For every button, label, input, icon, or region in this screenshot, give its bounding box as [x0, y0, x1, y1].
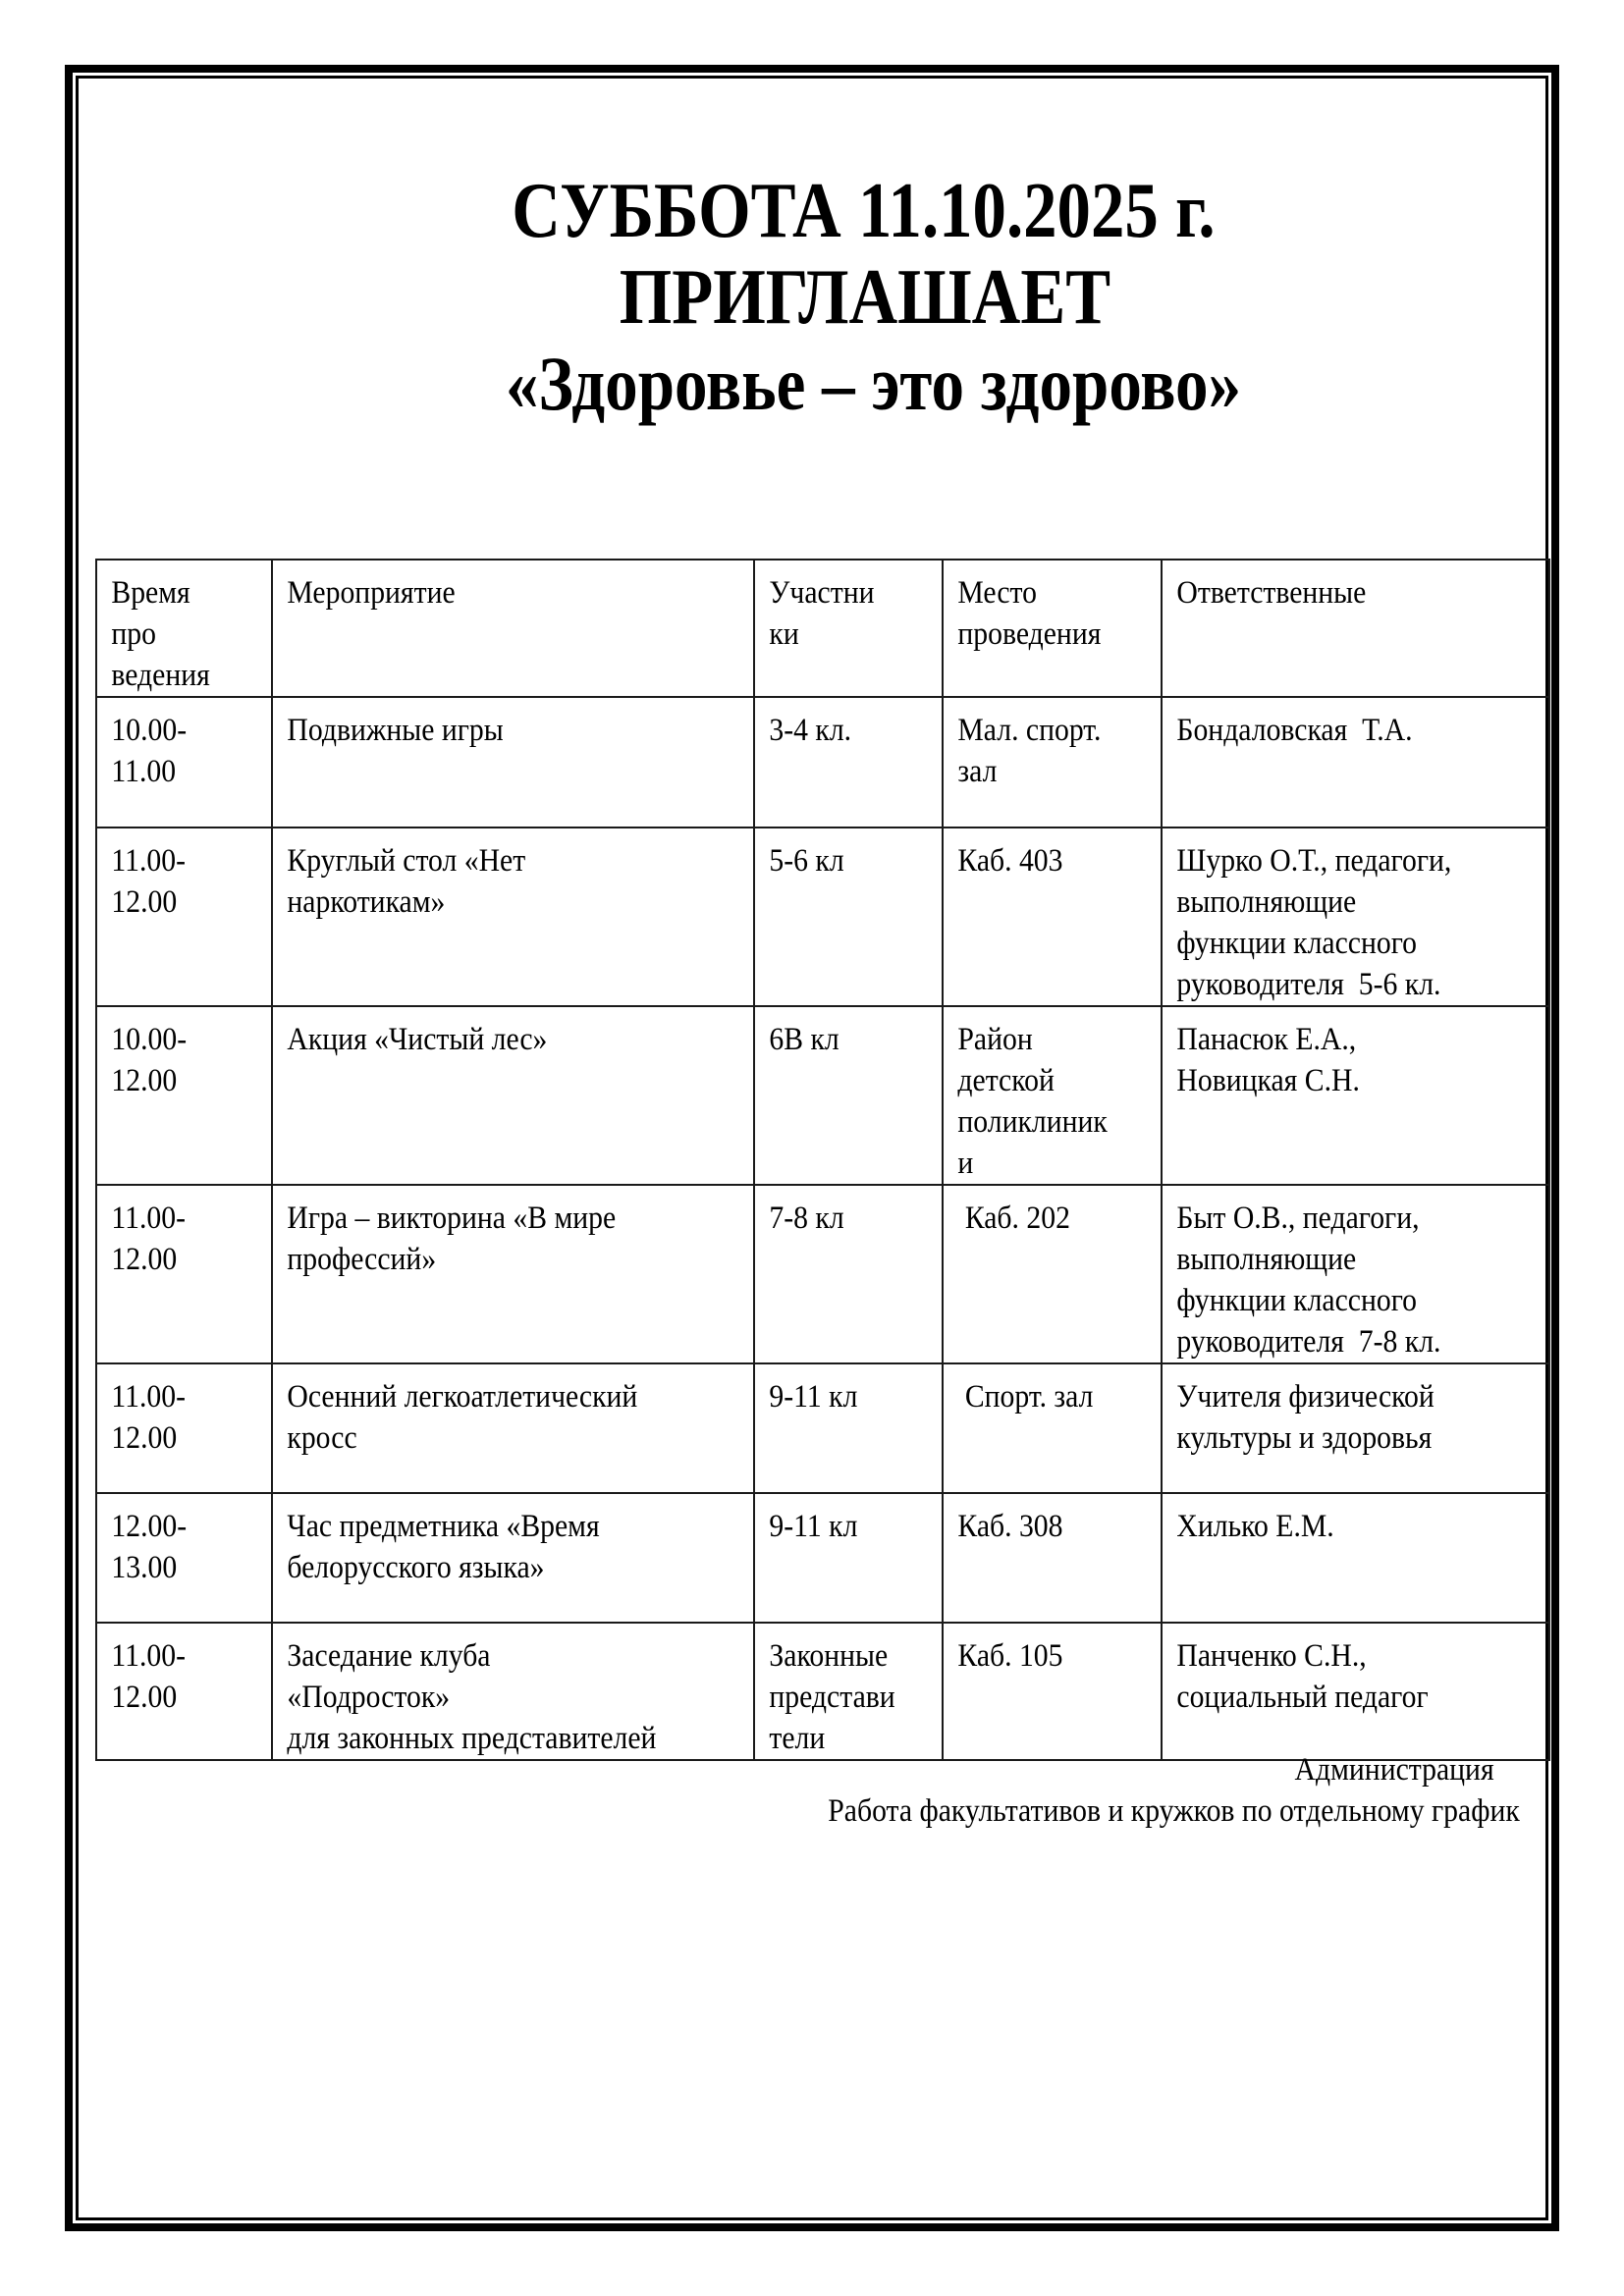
cell-place: [943, 1185, 1162, 1363]
cell-text-line: 11.00-: [111, 1638, 187, 1674]
cell-responsible: [1162, 1623, 1549, 1760]
cell-text-line: Бондаловская Т.А.: [1176, 713, 1413, 748]
cell-text-line: Мал. спорт.: [957, 713, 1102, 748]
title-date: [76, 167, 1548, 255]
cell-time: [96, 828, 272, 1006]
schedule-table: [95, 559, 1550, 1761]
cell-text-line: 6В кл: [769, 1022, 839, 1057]
cell-place: [943, 1623, 1162, 1760]
cell-text-line: 12.00: [111, 1420, 178, 1456]
table-row: [96, 1363, 1549, 1493]
footer-note: Работа факультативов и кружков по отдельному график: [828, 1793, 1520, 1829]
cell-text-line: Учителя физической: [1176, 1379, 1435, 1415]
cell-text-line: ки: [769, 616, 799, 652]
cell-text-line: для законных представителей: [287, 1721, 657, 1756]
cell-event: [272, 1493, 754, 1623]
title-event-name: [76, 340, 1548, 428]
cell-text-line: руководителя 5-6 кл.: [1176, 967, 1441, 1002]
cell-text-line: 7-8 кл: [769, 1201, 844, 1236]
cell-text-line: выполняющие: [1176, 1242, 1357, 1277]
cell-event: [272, 1623, 754, 1760]
cell-text-line: 12.00: [111, 884, 178, 920]
cell-time: [96, 1363, 272, 1493]
cell-responsible: [1162, 1006, 1549, 1185]
header-cell-place: [943, 560, 1162, 697]
cell-participants: [754, 1623, 943, 1760]
cell-time: [96, 1493, 272, 1623]
cell-text-line: Каб. 105: [957, 1638, 1063, 1674]
cell-text-line: представи: [769, 1680, 895, 1715]
cell-place: [943, 1006, 1162, 1185]
title-invites: [76, 253, 1548, 342]
cell-responsible: [1162, 1363, 1549, 1493]
cell-event: [272, 1006, 754, 1185]
cell-time: [96, 1623, 272, 1760]
cell-text-line: Новицкая С.Н.: [1176, 1063, 1360, 1098]
cell-event: [272, 1363, 754, 1493]
cell-text-line: Круглый стол «Нет: [287, 843, 526, 879]
cell-responsible: [1162, 697, 1549, 828]
cell-responsible: [1162, 1185, 1549, 1363]
cell-text-line: Час предметника «Время: [287, 1509, 600, 1544]
cell-participants: [754, 1493, 943, 1623]
cell-time: [96, 1185, 272, 1363]
cell-place: [943, 1363, 1162, 1493]
cell-participants: [754, 697, 943, 828]
cell-participants: [754, 1006, 943, 1185]
table-row: [96, 1185, 1549, 1363]
title-date-text: СУББОТА 11.10.2025 г.: [511, 168, 1216, 254]
cell-text-line: 9-11 кл: [769, 1509, 858, 1544]
header-cell-participants: [754, 560, 943, 697]
cell-text-line: и: [957, 1146, 974, 1181]
cell-text-line: 5-6 кл: [769, 843, 844, 879]
cell-text-line: Панченко С.Н.,: [1176, 1638, 1367, 1674]
cell-participants: [754, 828, 943, 1006]
cell-event: [272, 1185, 754, 1363]
cell-text-line: 11.00-: [111, 1201, 187, 1236]
cell-participants: [754, 1185, 943, 1363]
cell-text-line: выполняющие: [1176, 884, 1357, 920]
cell-text-line: Место: [957, 575, 1037, 611]
footer-signature: Администрация: [1294, 1752, 1494, 1788]
cell-text-line: Спорт. зал: [957, 1379, 1094, 1415]
cell-text-line: функции классного: [1176, 926, 1418, 961]
cell-place: [943, 1493, 1162, 1623]
cell-text-line: 10.00-: [111, 713, 188, 748]
cell-text-line: кросс: [287, 1420, 357, 1456]
cell-text-line: Заседание клуба: [287, 1638, 491, 1674]
cell-text-line: Законные: [769, 1638, 889, 1674]
cell-text-line: функции классного: [1176, 1283, 1418, 1318]
header-cell-time: [96, 560, 272, 697]
cell-text-line: проведения: [957, 616, 1102, 652]
cell-text-line: Каб. 308: [957, 1509, 1063, 1544]
cell-text-line: Игра – викторина «В мире: [287, 1201, 617, 1236]
table-row: [96, 1623, 1549, 1760]
cell-text-line: руководителя 7-8 кл.: [1176, 1324, 1441, 1360]
cell-text-line: 3-4 кл.: [769, 713, 852, 748]
cell-text-line: ведения: [111, 658, 210, 693]
cell-text-line: наркотикам»: [287, 884, 446, 920]
cell-text-line: 11.00: [111, 754, 177, 789]
cell-text-line: поликлиник: [957, 1104, 1108, 1140]
cell-time: [96, 697, 272, 828]
cell-text-line: Хилько Е.М.: [1176, 1509, 1334, 1544]
cell-responsible: [1162, 1493, 1549, 1623]
cell-text-line: Акция «Чистый лес»: [287, 1022, 548, 1057]
cell-text-line: социальный педагог: [1176, 1680, 1429, 1715]
header-cell-responsible: [1162, 560, 1549, 697]
table-row: [96, 697, 1549, 828]
cell-text-line: белорусского языка»: [287, 1550, 545, 1585]
cell-text-line: «Подросток»: [287, 1680, 451, 1715]
cell-text-line: культуры и здоровья: [1176, 1420, 1433, 1456]
cell-participants: [754, 1363, 943, 1493]
cell-text-line: про: [111, 616, 157, 652]
cell-text-line: Каб. 202: [957, 1201, 1070, 1236]
cell-text-line: Осенний легкоатлетический: [287, 1379, 638, 1415]
cell-text-line: 11.00-: [111, 843, 187, 879]
cell-time: [96, 1006, 272, 1185]
cell-text-line: Подвижные игры: [287, 713, 504, 748]
cell-text-line: Время: [111, 575, 190, 611]
table-row: [96, 828, 1549, 1006]
title-invites-text: ПРИГЛАШАЕТ: [619, 254, 1111, 341]
cell-text-line: 12.00: [111, 1680, 178, 1715]
cell-text-line: Район: [957, 1022, 1033, 1057]
cell-text-line: 11.00-: [111, 1379, 187, 1415]
table-header-row: [96, 560, 1549, 697]
cell-text-line: Быт О.В., педагоги,: [1176, 1201, 1420, 1236]
cell-responsible: [1162, 828, 1549, 1006]
cell-text-line: Панасюк Е.А.,: [1176, 1022, 1357, 1057]
cell-text-line: зал: [957, 754, 998, 789]
cell-text-line: Каб. 403: [957, 843, 1063, 879]
header-cell-event: [272, 560, 754, 697]
cell-text-line: профессий»: [287, 1242, 437, 1277]
table-row: [96, 1006, 1549, 1185]
cell-text-line: 12.00: [111, 1063, 178, 1098]
cell-event: [272, 697, 754, 828]
cell-text-line: Шурко О.Т., педагоги,: [1176, 843, 1452, 879]
cell-place: [943, 697, 1162, 828]
cell-text-line: Мероприятие: [287, 575, 456, 611]
cell-event: [272, 828, 754, 1006]
cell-text-line: 13.00: [111, 1550, 178, 1585]
cell-text-line: Ответственные: [1176, 575, 1367, 611]
cell-text-line: Участни: [769, 575, 875, 611]
table-row: [96, 1493, 1549, 1623]
cell-text-line: 12.00-: [111, 1509, 188, 1544]
title-event-name-text: «Здоровье – это здорово»: [506, 341, 1242, 426]
cell-text-line: 9-11 кл: [769, 1379, 858, 1415]
cell-text-line: детской: [957, 1063, 1055, 1098]
cell-text-line: тели: [769, 1721, 826, 1756]
cell-text-line: 12.00: [111, 1242, 178, 1277]
cell-text-line: 10.00-: [111, 1022, 188, 1057]
cell-place: [943, 828, 1162, 1006]
